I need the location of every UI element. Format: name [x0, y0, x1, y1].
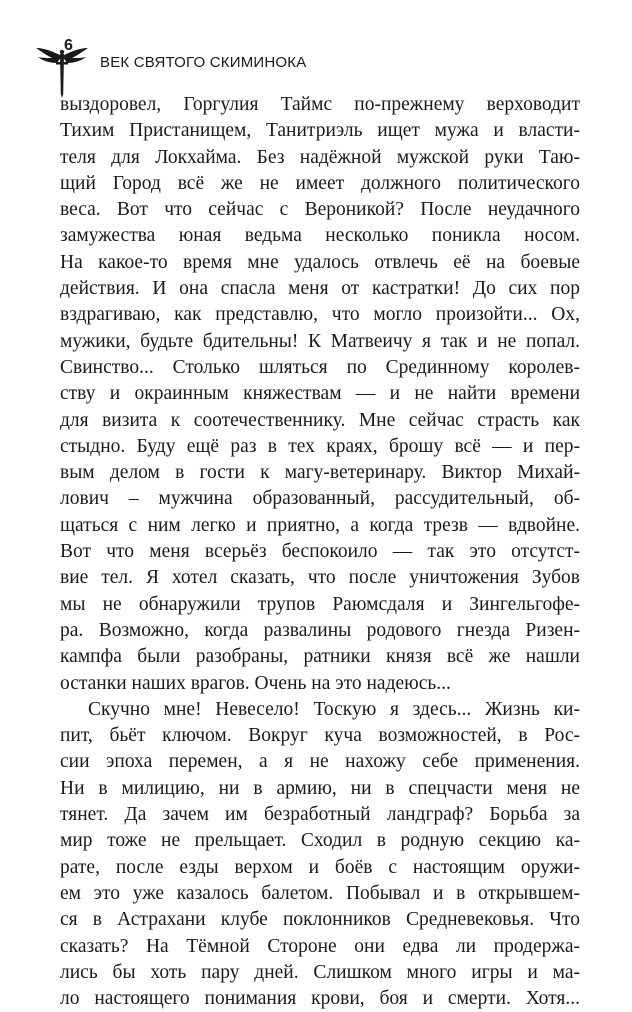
text-line: действия. И она спасла меня от кастратки! До сих пор: [60, 278, 580, 300]
text-line: ра. Возможно, когда развалины родового гнезда Ризен-: [60, 619, 580, 641]
text-line: теля для Локхайма. Без надёжной мужской руки Таю-: [60, 146, 580, 168]
text-line: сии эпоха перемен, а я не нахожу себе применения.: [60, 751, 580, 773]
winged-sword-icon: [36, 42, 88, 98]
text-line: пит, бьёт ключом. Вокруг куча возможностей, в Рос-: [60, 725, 580, 747]
text-line: веса. Вот что сейчас с Вероникой? После неудачного: [60, 199, 580, 221]
text-line: сказать? На Тёмной Стороне они едва ли продержа-: [60, 935, 580, 957]
paragraph: [60, 92, 580, 697]
text-line: ло настоящего понимания крови, боя и смерти. Хотя...: [60, 988, 580, 1010]
text-line: Тихим Пристанищем, Танитриэль ищет мужа и власти-: [60, 120, 580, 142]
text-line: мир тоже не прельщает. Сходил в родную секцию ка-: [60, 830, 580, 852]
paragraph: [60, 697, 580, 1012]
text-line: выздоровел, Горгулия Таймс по-прежнему верховодит: [60, 94, 580, 115]
text-line: вым делом в гости к магу-ветеринару. Виктор Михай-: [60, 462, 580, 484]
page-number: 6: [64, 37, 73, 54]
text-line: щаться с ним легко и приятно, а когда трезв — вдвойне.: [60, 514, 580, 536]
text-line: кампфа были разобраны, ратники князя всё же нашли: [60, 646, 580, 668]
text-line: лович – мужчина образованный, рассудительный, об-: [60, 488, 580, 510]
body-text: [60, 92, 580, 1012]
text-line: ству и окраинным княжествам — и не найти времени: [60, 383, 580, 405]
text-line: ся в Астрахани клубе поклонников Средневековья. Что: [60, 909, 580, 931]
text-line: стыдно. Буду ещё раз в тех краях, брошу всё — и пер-: [60, 435, 580, 457]
page-header: [36, 38, 596, 98]
text-line: ем это уже казалось балетом. Побывал и в открывшем-: [60, 882, 580, 904]
text-line: замужества юная ведьма несколько поникла носом.: [60, 225, 580, 247]
text-line: щий Город всё же не имеет должного политического: [60, 172, 580, 194]
text-line: останки наших врагов. Очень на это надеюсь...: [60, 672, 451, 694]
text-line: Ни в милицию, ни в армию, ни в спецчасти меня не: [60, 777, 580, 799]
text-line: мы не обнаружили трупов Раюмсдаля и Зингельгофе-: [60, 593, 580, 615]
text-line: На какое-то время мне удалось отвлечь её на боевые: [60, 251, 580, 273]
running-title: ВЕК СВЯТОГО СКИМИНОКА: [100, 54, 307, 71]
text-line: рате, после езды верхом и боёв с настоящим оружи-: [60, 856, 580, 878]
text-line: Вот что меня всерьёз беспокоило — так это отсутст-: [60, 541, 580, 563]
text-line: вздрагиваю, как представлю, что могло произойти... Ох,: [60, 304, 580, 326]
text-line: мужики, будьте бдительны! К Матвеичу я так и не попал.: [60, 330, 580, 352]
text-line: Скучно мне! Невесело! Тоскую я здесь... Жизнь ки-: [88, 698, 580, 720]
text-line: Свинство... Столько шляться по Срединному королев-: [60, 356, 580, 378]
text-line: лись бы хоть пару дней. Слишком много игры и ма-: [60, 961, 580, 983]
text-line: тянет. Да зачем им безработный ландграф? Борьба за: [60, 804, 580, 826]
text-line: вие тел. Я хотел сказать, что после уничтожения Зубов: [60, 567, 580, 589]
text-line: для визита к соотечественнику. Мне сейчас страсть как: [60, 409, 580, 431]
